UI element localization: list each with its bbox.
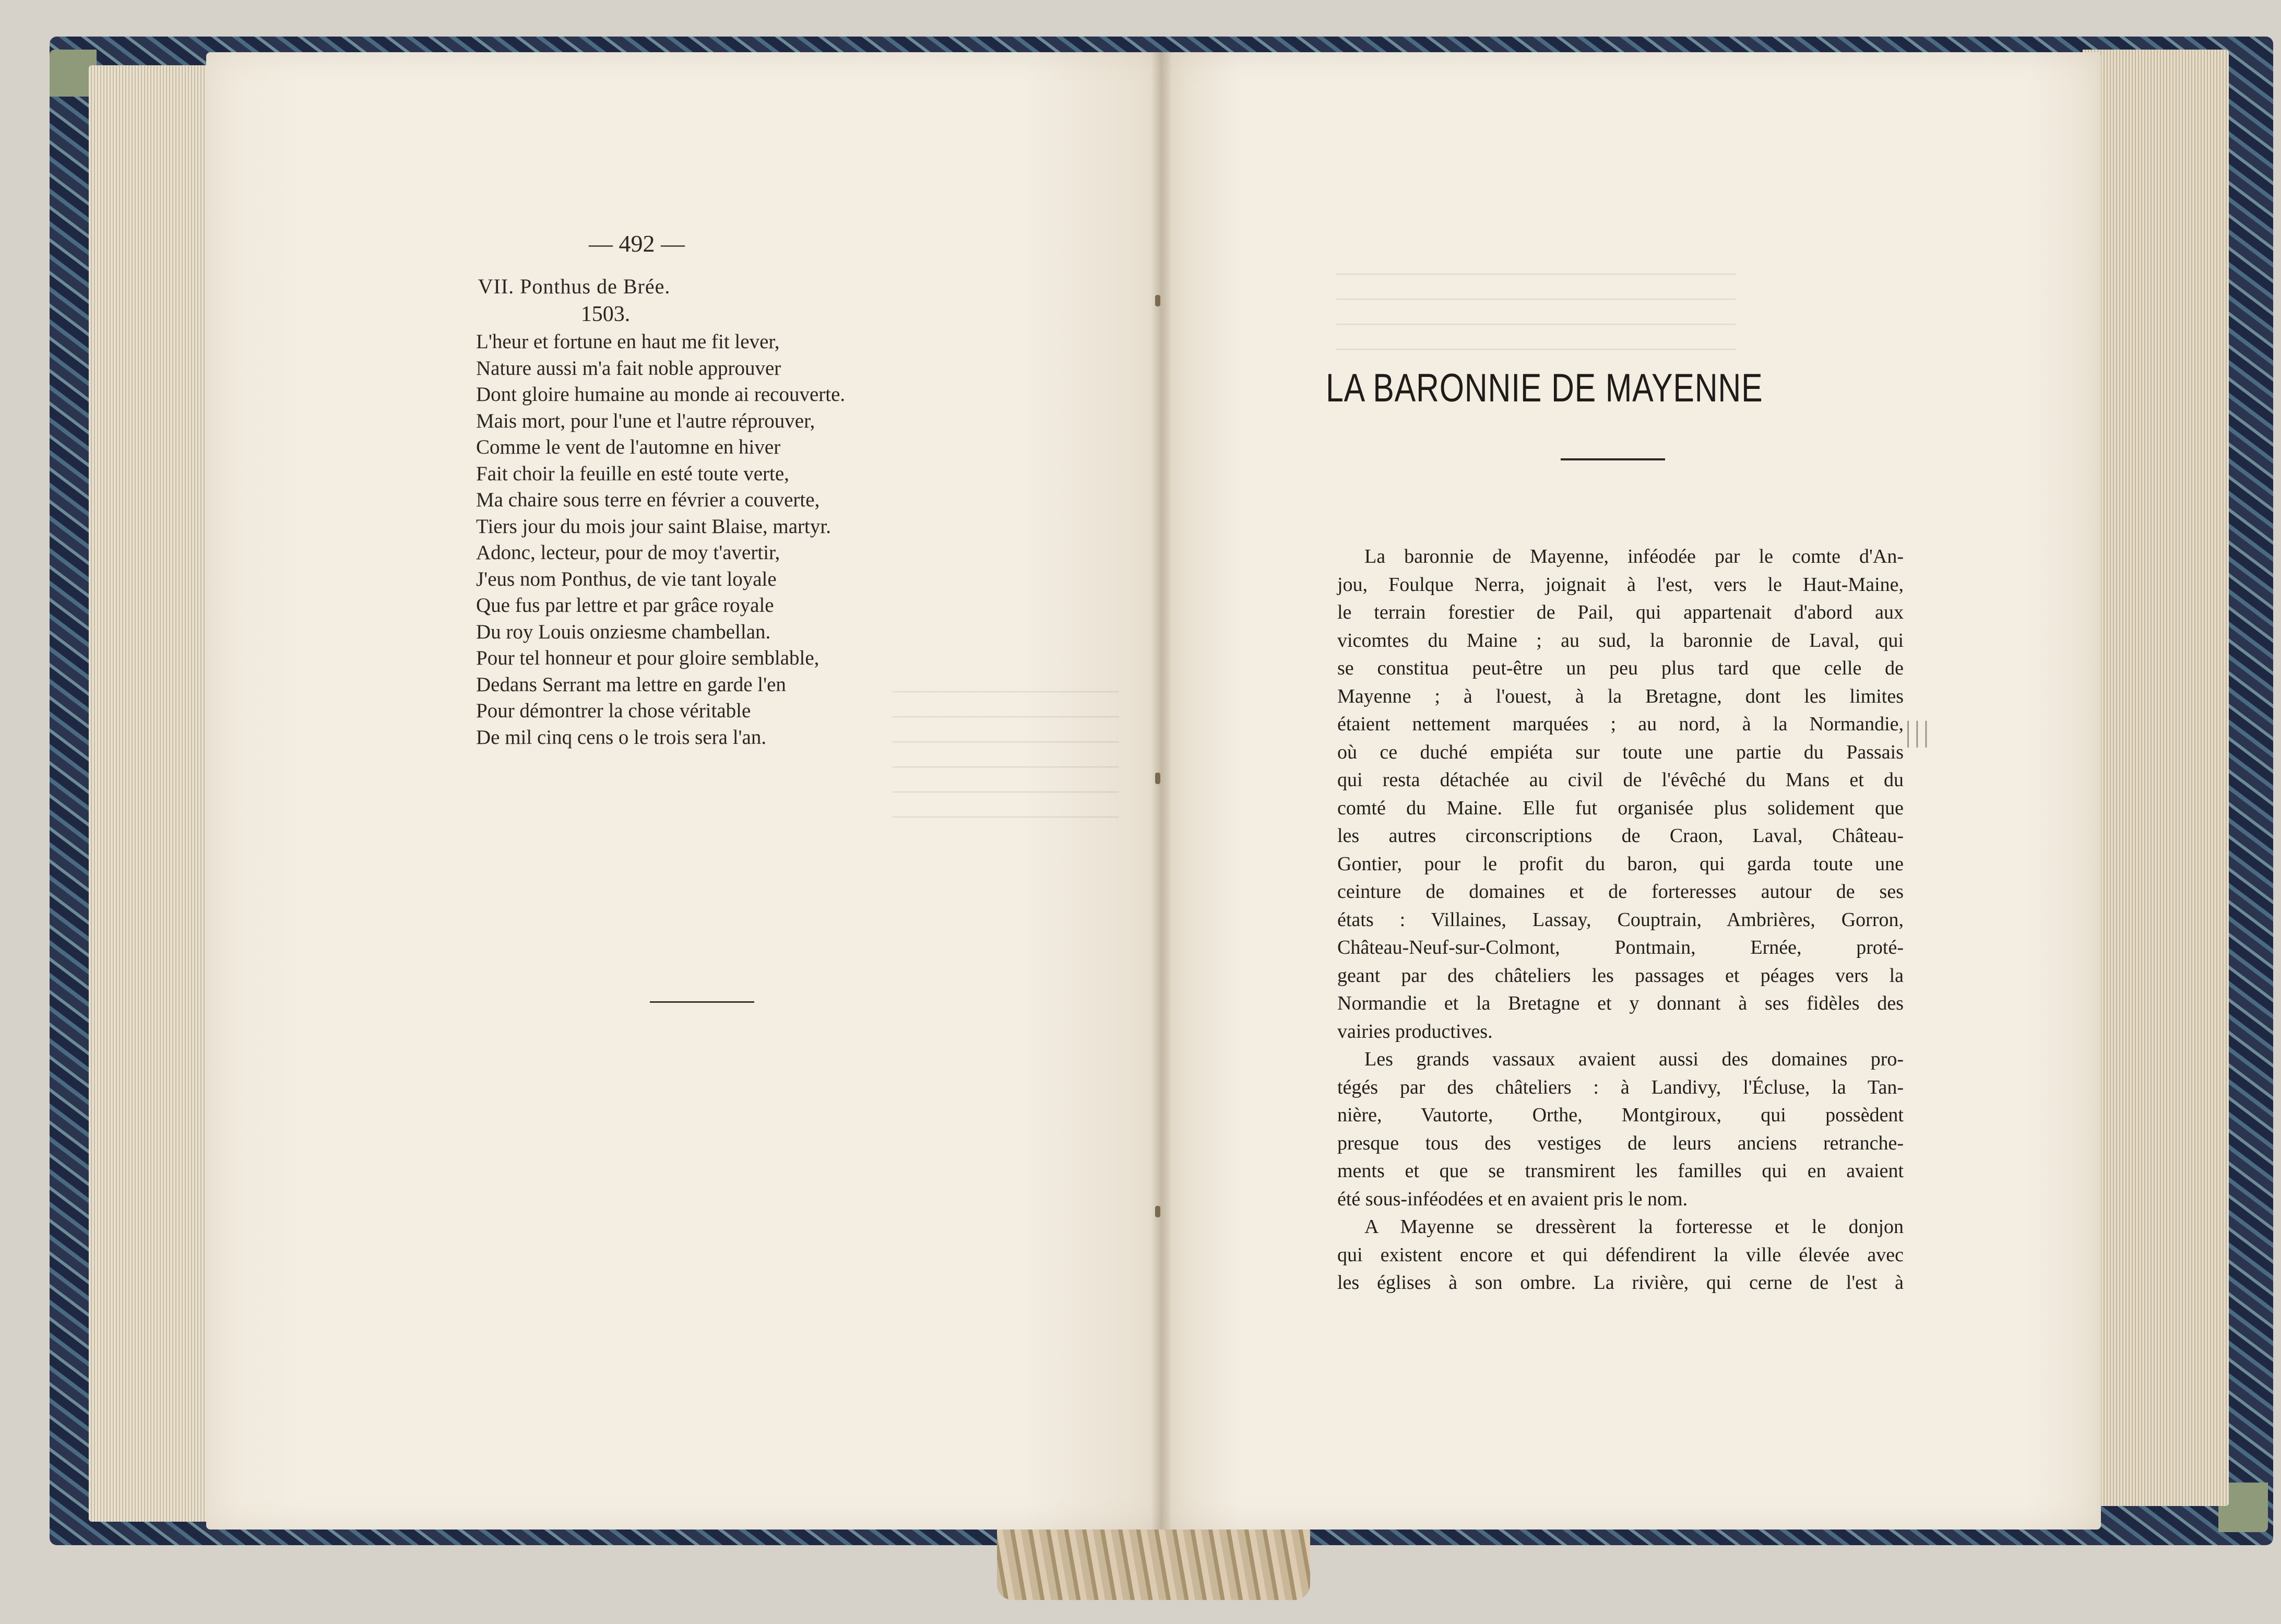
chapter-title: LA BARONNIE DE MAYENNE — [1326, 366, 1763, 410]
text-line: ceinture de domaines et de forteresses autour de ses — [1337, 881, 1904, 903]
poem-line: Dedans Serrant ma lettre en garde l'en — [476, 673, 786, 696]
text-line: comté du Maine. Elle fut organisée plus solidement que — [1337, 797, 1904, 819]
poem-line: Tiers jour du mois jour saint Blaise, martyr. — [476, 515, 831, 538]
poem-line: Du roy Louis onziesme chambellan. — [476, 620, 771, 643]
text-line: où ce duché empiéta sur toute une partie du Passais — [1337, 741, 1904, 763]
spine-headband — [997, 1522, 1310, 1600]
text-line: Mayenne ; à l'ouest, à la Bretagne, dont les limites — [1337, 685, 1904, 707]
text-line: jou, Foulque Nerra, joignait à l'est, vers le Haut-Maine, — [1337, 573, 1904, 596]
binding-stitch — [1155, 773, 1160, 784]
text-line: A Mayenne se dressèrent la forteresse et le donjon — [1364, 1216, 1904, 1238]
text-line: ments et que se transmirent les familles qui en avaient — [1337, 1160, 1904, 1182]
poem-line: Que fus par lettre et par grâce royale — [476, 594, 774, 617]
text-line: étaient nettement marquées ; au nord, à la Normandie, — [1337, 713, 1904, 735]
show-through-right: ────────────────────────────── ────────────────────────────── ────────────────────────────── ────────────────────────────── — [1336, 263, 1736, 359]
poem-line: J'eus nom Ponthus, de vie tant loyale — [476, 567, 777, 590]
binding-stitch — [1155, 295, 1160, 306]
text-line: Gontier, pour le profit du baron, qui garda toute une — [1337, 852, 1904, 875]
text-line: Les grands vassaux avaient aussi des domaines pro- — [1364, 1048, 1904, 1070]
text-line: presque tous des vestiges de leurs anciens retranche- — [1337, 1132, 1904, 1154]
poem-line: Pour démontrer la chose véritable — [476, 700, 751, 722]
text-line: vairies productives. — [1337, 1020, 1493, 1042]
poem-line: Adonc, lecteur, pour de moy t'avertir, — [476, 541, 780, 564]
poem-title: VII. Ponthus de Brée. — [478, 275, 671, 298]
poem-line: Nature aussi m'a fait noble approuver — [476, 357, 781, 380]
poem-year: 1503. — [580, 302, 631, 326]
text-line: Château-Neuf-sur-Colmont, Pontmain, Ernée, proté- — [1337, 937, 1904, 958]
poem-line: Dont gloire humaine au monde ai recouverte. — [476, 383, 846, 406]
text-line: se constitua peut-être un peu plus tard que celle de — [1337, 657, 1904, 679]
text-line: qui existent encore et qui défendirent la ville élevée avec — [1337, 1243, 1904, 1266]
poem-line: L'heur et fortune en haut me fit lever, — [476, 330, 780, 353]
poem-line: Comme le vent de l'automne en hiver — [476, 436, 781, 458]
poem-line: Mais mort, pour l'une et l'autre réprouver, — [476, 409, 815, 432]
poem-line: Ma chaire sous terre en février a couverte, — [476, 489, 820, 511]
poem-line: Pour tel honneur et pour gloire semblable, — [476, 647, 819, 669]
text-line: tégés par des châteliers : à Landivy, l'Écluse, la Tan- — [1337, 1076, 1904, 1098]
text-line: le terrain forestier de Pail, qui appartenait d'abord aux — [1337, 601, 1904, 623]
text-line: vicomtes du Maine ; au sud, la baronnie de Laval, qui — [1337, 629, 1904, 651]
text-line: les églises à son ombre. La rivière, qui cerne de l'est à — [1337, 1272, 1904, 1294]
text-line: les autres circonscriptions de Craon, Laval, Château- — [1337, 825, 1904, 847]
page-stack-left — [89, 65, 224, 1522]
text-line: geant par des châteliers les passages et péages vers la — [1337, 964, 1904, 987]
page-number: — 492 — — [589, 230, 685, 257]
poem-text — [476, 329, 946, 751]
show-through-left: ───────────────── ───────────────── ───────────────── ───────────────── ───────────────── ───────────────── — [893, 681, 1119, 827]
text-line: nière, Vautorte, Orthe, Montgiroux, qui possèdent — [1337, 1104, 1904, 1126]
text-line: La baronnie de Mayenne, inféodée par le comte d'An- — [1364, 546, 1904, 567]
binding-stitch — [1155, 1206, 1160, 1217]
title-rule — [1561, 458, 1665, 460]
margin-mark: ||| — [1905, 716, 1932, 748]
page-stack-right — [2083, 50, 2229, 1506]
section-rule-left — [650, 1001, 754, 1003]
book-gutter — [1151, 52, 1172, 1530]
body-text — [1337, 543, 1904, 1297]
text-line: été sous-inféodées et en avaient pris le nom. — [1337, 1188, 1688, 1210]
poem-line: De mil cinq cens o le trois sera l'an. — [476, 726, 767, 749]
text-line: états : Villaines, Lassay, Couptrain, Ambrières, Gorron, — [1337, 908, 1904, 931]
text-line: Normandie et la Bretagne et y donnant à ses fidèles des — [1337, 992, 1904, 1014]
text-line: qui resta détachée au civil de l'évêché du Mans et du — [1337, 769, 1904, 791]
poem-line: Fait choir la feuille en esté toute verte, — [476, 462, 789, 485]
